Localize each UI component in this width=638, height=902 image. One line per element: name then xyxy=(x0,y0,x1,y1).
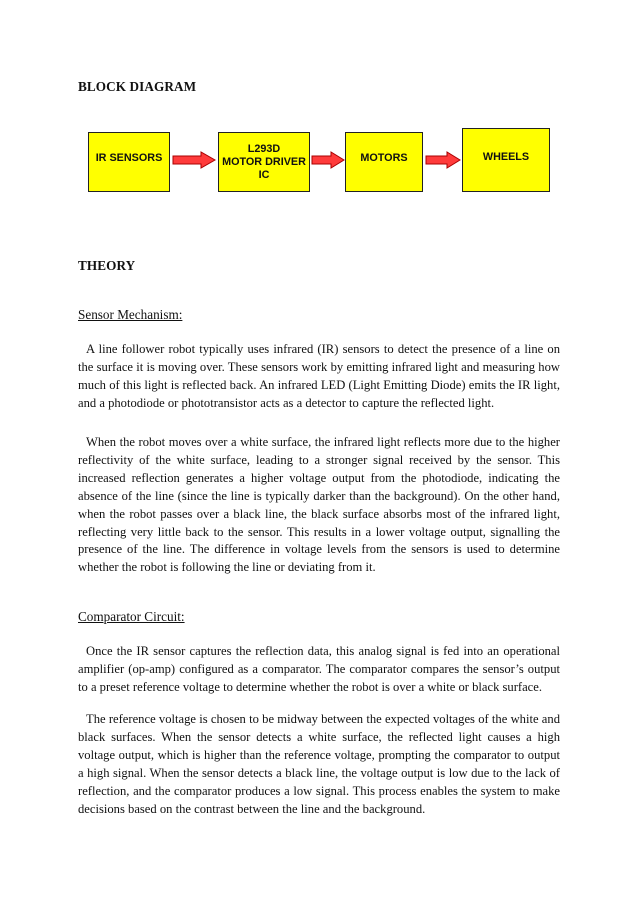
arrow-icon xyxy=(425,151,461,169)
motor-driver-label-line-2: MOTOR DRIVER xyxy=(222,155,306,168)
comparator-paragraph-2: The reference voltage is chosen to be midway between the expected voltages of the white and black surfaces. When the sensor detects a white surface, the reflected light causes a high voltage output, which is higher than the reference voltage, prompting the comparator to output a high signal. When the sensor detects a black line, the voltage output is low due to the lack of reflection, and the comparator produces a low signal. This process enables the system to make decisions based on the contrast between the line and the background. xyxy=(78,712,560,816)
arrow-icon xyxy=(311,151,345,169)
motor-driver-label-line-1: L293D xyxy=(247,142,281,155)
sensor-paragraph-2: When the robot moves over a white surface, the infrared light reflects more due to the higher reflectivity of the white surface, leading to a stronger signal received by the sensor. This increased reflection generates a higher voltage output from the photodiode, indicating the absence of the line (since the line is typically darker than the background). On the other hand, when the robot passes over a black line, the black surface absorbs most of the infrared light, reflecting very little back to the sensor. This results in a lower voltage output, signalling the presence of the line. The difference in voltage levels from the sensors is used to determine whether the robot is following the line or deviating from it. xyxy=(78,435,560,575)
comparator-paragraph-1: Once the IR sensor captures the reflection data, this analog signal is fed into an operational amplifier (op-amp) configured as a comparator. The comparator compares the sensor’s output to a preset reference voltage to determine whether the robot is over a white or black surface. xyxy=(78,644,560,694)
theory-heading: THEORY xyxy=(78,258,136,273)
motors-label: MOTORS xyxy=(360,151,408,164)
arrow-icon xyxy=(172,151,216,169)
wheels-label: WHEELS xyxy=(482,151,530,163)
sensor-mechanism-title: Sensor Mechanism: xyxy=(78,307,183,322)
motor-driver-label-line-3: IC xyxy=(258,168,270,181)
sensor-paragraph-1: A line follower robot typically uses infrared (IR) sensors to detect the presence of a line on the surface it is moving over. These sensors work by emitting infrared light and measuring how much of this light is reflected back. An infrared LED (Light Emitting Diode) emits the IR light, and a photodiode or phototransistor acts as a detector to capture the reflected light. xyxy=(78,342,560,410)
motors-block xyxy=(345,132,423,192)
motor-driver-block xyxy=(218,132,310,192)
ir-sensors-block xyxy=(88,132,170,192)
block-diagram-heading: BLOCK DIAGRAM xyxy=(78,79,197,94)
ir-sensors-label: IR SENSORS xyxy=(95,151,163,164)
wheels-block xyxy=(462,128,550,192)
comparator-circuit-title: Comparator Circuit: xyxy=(78,609,185,624)
